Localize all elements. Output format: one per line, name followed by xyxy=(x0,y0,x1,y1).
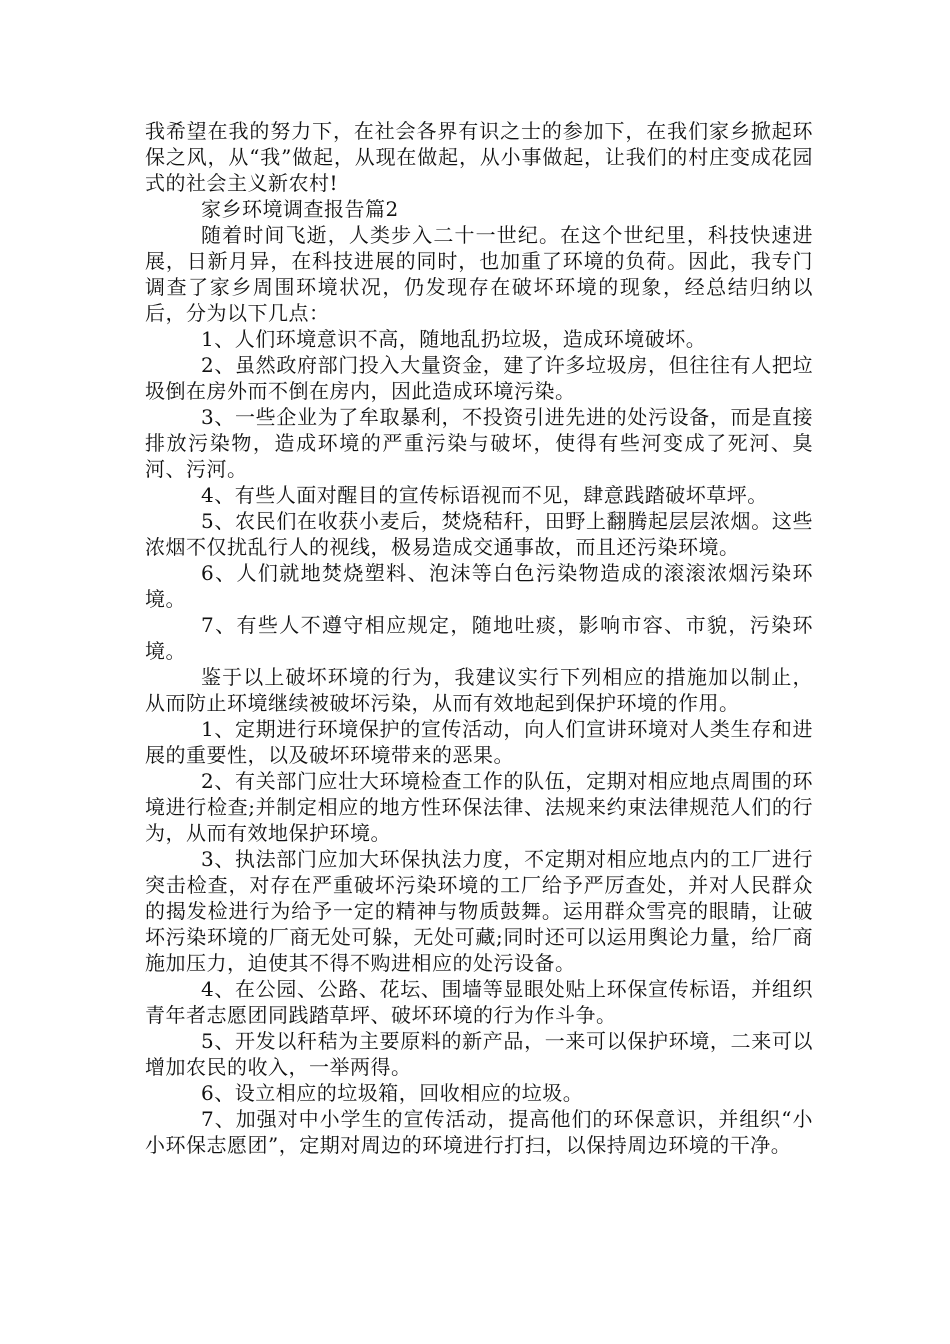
measure-item-5: 5、开发以秆秸为主要原料的新产品，一来可以保护环境，二来可以增加农民的收入，一举两得。 xyxy=(145,1029,813,1079)
paragraph-intro: 随着时间飞逝，人类步入二十一世纪。在这个世纪里，科技快速进展，日新月异，在科技进展的同时，也加重了环境的负荷。因此，我专门调查了家乡周围环境状况，仍发现存在破坏环境的现象，经总结归纳以后，分为以下几点： xyxy=(145,223,813,325)
section-heading: 家乡环境调查报告篇2 xyxy=(201,197,399,221)
problem-item-1: 1、人们环境意识不高，随地乱扔垃圾，造成环境破坏。 xyxy=(201,327,707,351)
problem-item-4: 4、有些人面对醒目的宣传标语视而不见，肆意践踏破坏草坪。 xyxy=(201,483,768,507)
measure-item-7: 7、加强对中小学生的宣传活动，提高他们的环保意识，并组织“小小环保志愿团”，定期对周边的环境进行打扫，以保持周边环境的干净。 xyxy=(145,1107,813,1157)
measure-item-3: 3、执法部门应加大环保执法力度，不定期对相应地点内的工厂进行突击检查，对存在严重破坏污染环境的工厂给予严厉查处，并对人民群众的揭发检进行为给予一定的精神与物质鼓舞。运用群众雪亮的眼睛，让破坏污染环境的厂商无处可躲，无处可藏;同时还可以运用舆论力量，给厂商施加压力，迫使其不得不购进相应的处污设备。 xyxy=(145,847,813,975)
measure-item-2: 2、有关部门应壮大环境检查工作的队伍，定期对相应地点周围的环境进行检查;并制定相应的地方性环保法律、法规来约束法律规范人们的行为，从而有效地保护环境。 xyxy=(145,769,813,845)
problem-item-2: 2、虽然政府部门投入大量资金，建了许多垃圾房，但往往有人把垃圾倒在房外而不倒在房内，因此造成环境污染。 xyxy=(145,353,813,403)
measure-item-4: 4、在公园、公路、花坛、围墙等显眼处贴上环保宣传标语，并组织青年者志愿团同践踏草坪、破坏环境的行为作斗争。 xyxy=(145,977,813,1027)
paragraph-closing-hope: 我希望在我的努力下，在社会各界有识之士的参加下，在我们家乡掀起环保之风，从“我”做起，从现在做起，从小事做起，让我们的村庄变成花园式的社会主义新农村! xyxy=(145,119,813,195)
problem-item-6: 6、人们就地焚烧塑料、泡沫等白色污染物造成的滚滚浓烟污染环境。 xyxy=(145,561,813,611)
problem-item-3: 3、一些企业为了牟取暴利，不投资引进先进的处污设备，而是直接排放污染物，造成环境的严重污染与破坏，使得有些河变成了死河、臭河、污河。 xyxy=(145,405,813,481)
problem-item-7: 7、有些人不遵守相应规定，随地吐痰，影响市容、市貌，污染环境。 xyxy=(145,613,813,663)
document-body xyxy=(145,118,813,1158)
paragraph-recommendation-intro: 鉴于以上破坏环境的行为，我建议实行下列相应的措施加以制止，从而防止环境继续被破坏污染，从而有效地起到保护环境的作用。 xyxy=(145,665,813,715)
measure-item-6: 6、设立相应的垃圾箱，回收相应的垃圾。 xyxy=(201,1081,584,1105)
problem-item-5: 5、农民们在收获小麦后，焚烧秸秆，田野上翻腾起层层浓烟。这些浓烟不仅扰乱行人的视线，极易造成交通事故，而且还污染环境。 xyxy=(145,509,813,559)
measure-item-1: 1、定期进行环境保护的宣传活动，向人们宣讲环境对人类生存和进展的重要性，以及破坏环境带来的恶果。 xyxy=(145,717,813,767)
